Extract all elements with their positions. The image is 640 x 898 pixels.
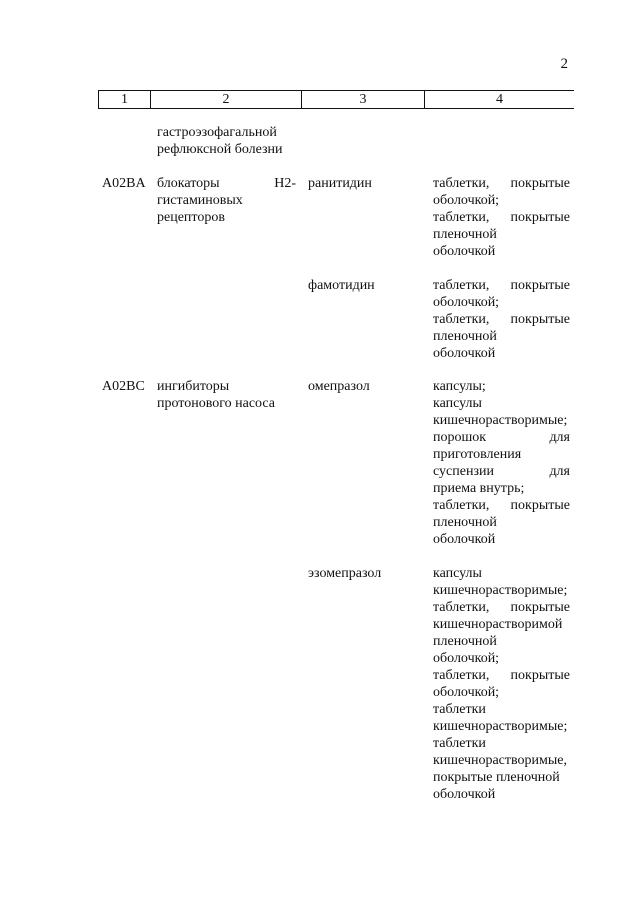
form-word: покрытые	[510, 176, 570, 191]
dosage-forms	[433, 277, 573, 362]
form-word: покрытые	[510, 278, 570, 293]
form-word: таблетки,	[433, 498, 490, 513]
form-line: пленочной	[433, 227, 497, 242]
form-line	[433, 175, 570, 192]
header-col-4: 4	[424, 91, 574, 108]
form-line: таблетки	[433, 736, 486, 751]
form-line: покрытые пленочной	[433, 770, 560, 785]
group-line: ингибиторы	[157, 379, 230, 394]
header-col-1: 1	[98, 91, 150, 108]
group-line: гистаминовых	[157, 193, 243, 208]
group-line: рецепторов	[157, 210, 225, 225]
form-line: пленочной	[433, 329, 497, 344]
table-row-group	[157, 175, 297, 226]
form-word: покрытые	[510, 668, 570, 683]
form-line	[433, 277, 570, 294]
dosage-forms	[433, 378, 573, 548]
group-word: блокаторы	[157, 176, 220, 191]
form-line	[433, 497, 570, 514]
form-line: оболочкой;	[433, 651, 500, 666]
form-word: покрытые	[510, 600, 570, 615]
header-col-2: 2	[150, 91, 301, 108]
form-line: оболочкой	[433, 346, 496, 361]
form-line: оболочкой	[433, 532, 496, 547]
form-line: оболочкой;	[433, 193, 500, 208]
form-word: покрытые	[510, 210, 570, 225]
header-col-3: 3	[301, 91, 424, 108]
group-line	[157, 175, 296, 192]
form-word: для	[549, 464, 570, 479]
form-line: приема внутрь;	[433, 481, 525, 496]
form-line	[433, 599, 570, 616]
group-line: гастроэзофагальной	[157, 125, 277, 140]
form-line	[433, 463, 570, 480]
form-line: капсулы;	[433, 379, 486, 394]
form-line	[433, 209, 570, 226]
form-word: таблетки,	[433, 600, 490, 615]
form-line	[433, 667, 570, 684]
form-word: покрытые	[510, 312, 570, 327]
form-line	[433, 429, 570, 446]
group-line: рефлюксной болезни	[157, 142, 283, 157]
form-word: таблетки,	[433, 668, 490, 683]
group-word: Н2-	[274, 176, 296, 191]
group-line: протонового насоса	[157, 396, 276, 411]
page-number: 2	[560, 56, 568, 72]
form-word: суспензии	[433, 464, 494, 479]
form-line	[433, 311, 570, 328]
form-line: таблетки	[433, 702, 486, 717]
form-word: таблетки,	[433, 278, 490, 293]
form-line: кишечнорастворимые;	[433, 719, 568, 734]
drug-name: фамотидин	[308, 278, 375, 293]
dosage-forms	[433, 565, 573, 803]
atc-code: A02BC	[102, 379, 145, 394]
dosage-forms	[433, 175, 573, 260]
form-line: приготовления	[433, 447, 522, 462]
form-line: оболочкой;	[433, 295, 500, 310]
table-row-group	[157, 124, 297, 158]
form-line: кишечнорастворимые,	[433, 753, 568, 768]
form-word: таблетки,	[433, 312, 490, 327]
form-line: оболочкой;	[433, 685, 500, 700]
form-line: капсулы	[433, 396, 482, 411]
form-word: покрытые	[510, 498, 570, 513]
form-line: оболочкой	[433, 244, 496, 259]
form-line: пленочной	[433, 634, 497, 649]
form-word: порошок	[433, 430, 487, 445]
table-row-group	[157, 378, 297, 412]
form-line: капсулы	[433, 566, 482, 581]
form-line: оболочкой	[433, 787, 496, 802]
form-word: для	[549, 430, 570, 445]
form-line: кишечнорастворимые;	[433, 413, 568, 428]
drug-name: эзомепразол	[308, 566, 382, 581]
form-word: таблетки,	[433, 210, 490, 225]
drug-name: ранитидин	[308, 176, 372, 191]
form-line: кишечнорастворимые;	[433, 583, 568, 598]
form-word: таблетки,	[433, 176, 490, 191]
table-header	[98, 90, 574, 109]
atc-code: A02BA	[102, 176, 146, 191]
form-line: пленочной	[433, 515, 497, 530]
drug-name: омепразол	[308, 379, 370, 394]
form-line: кишечнорастворимой	[433, 617, 563, 632]
